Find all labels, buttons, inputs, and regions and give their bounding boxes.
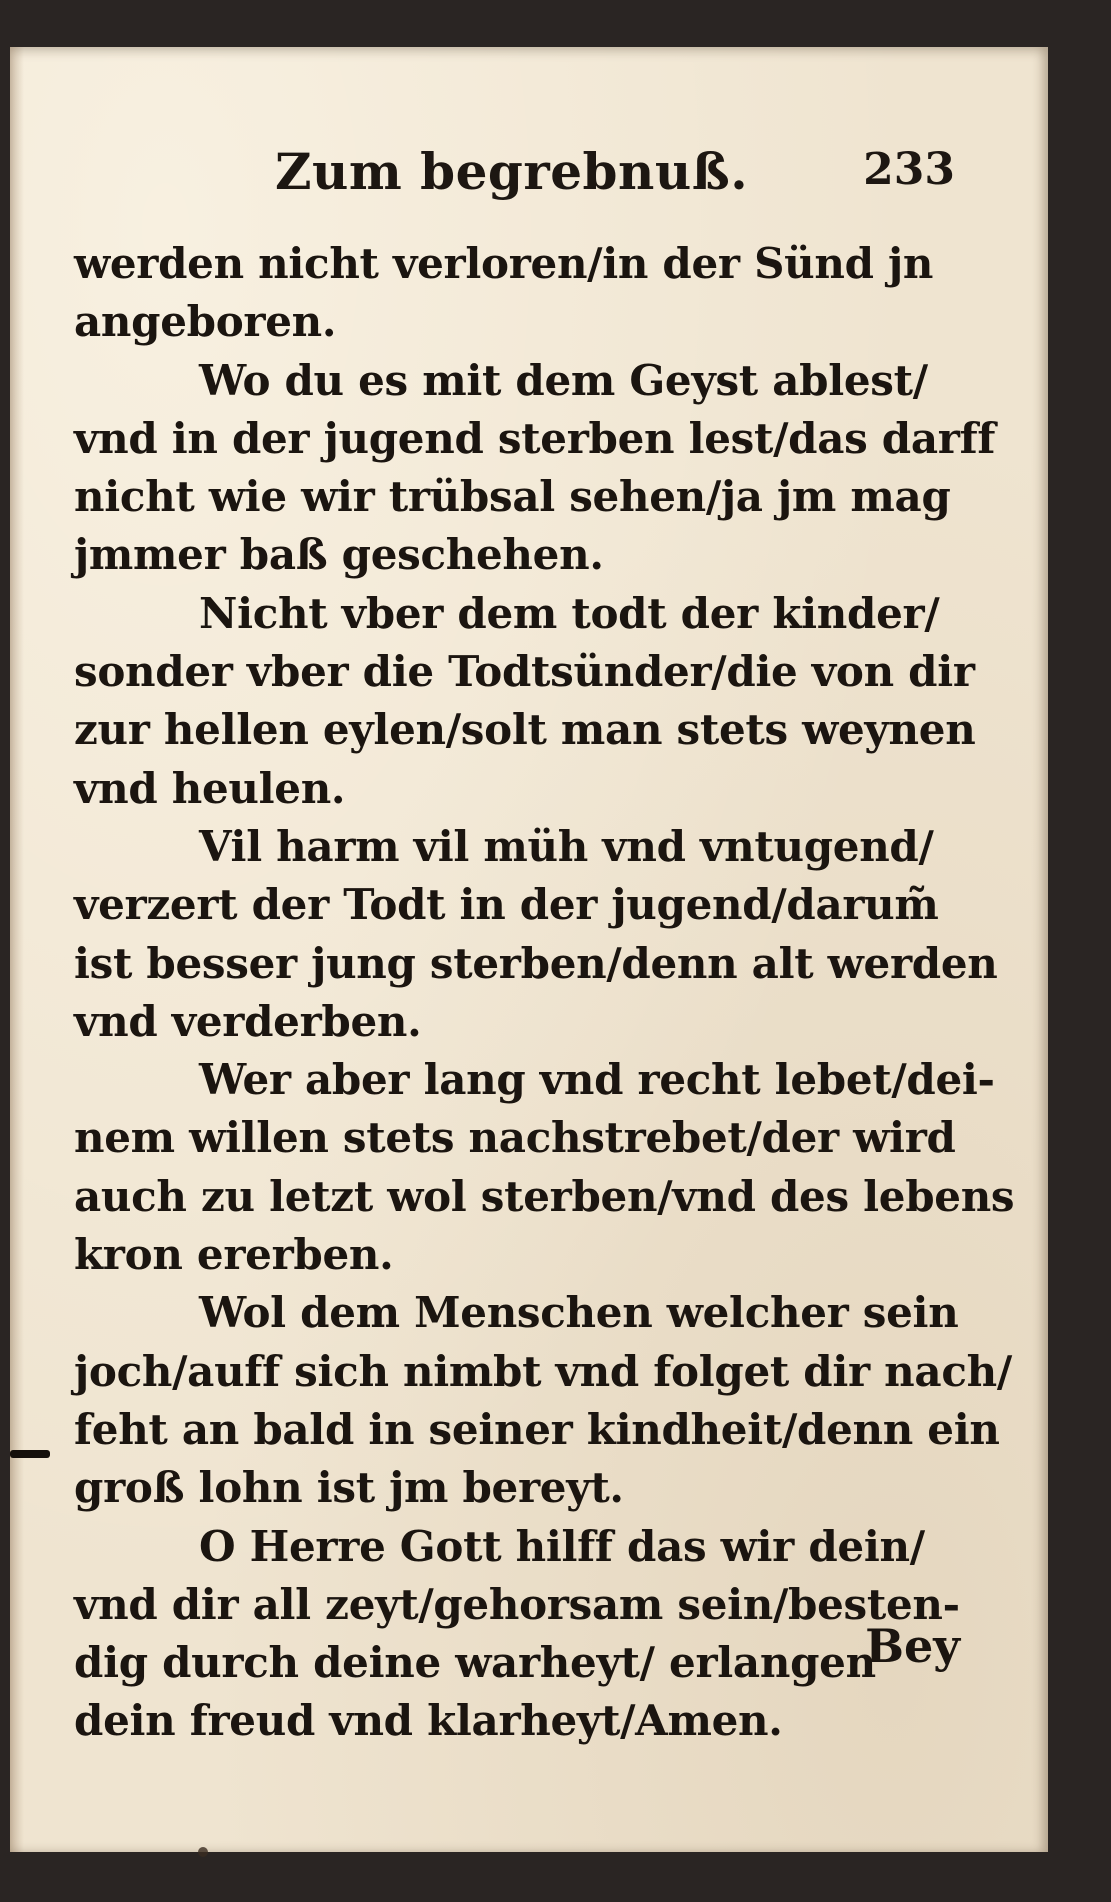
ink-speck	[198, 1847, 208, 1857]
book-page	[10, 47, 1048, 1852]
text-line: nicht wie wir trübsal sehen/ja jm mag	[74, 472, 951, 522]
text-line: zur hellen eylen/solt man stets weynen	[74, 705, 976, 755]
page-header	[275, 132, 955, 212]
text-line: feht an bald in seiner kindheit/denn ein	[74, 1404, 1000, 1454]
text-line: werden nicht verloren/in der Sünd jn	[74, 239, 934, 288]
text-line: auch zu letzt wol sterben/vnd des lebens	[74, 1171, 1015, 1221]
page-number: 233	[863, 144, 955, 195]
running-title: Zum begrebnuß.	[275, 142, 749, 201]
text-line: dig durch deine warheyt/ erlangen	[74, 1638, 876, 1688]
text-line: vnd verderben.	[74, 996, 422, 1046]
text-line: angeboren.	[74, 297, 337, 347]
text-line: verzert der Todt in der jugend/darum̃	[74, 880, 939, 930]
text-line: nem willen stets nachstrebet/der wird	[74, 1113, 956, 1163]
text-line: O Herre Gott hilff das wir dein/	[199, 1521, 925, 1571]
text-line: groß lohn ist jm bereyt.	[74, 1463, 624, 1513]
text-line: Wer aber lang vnd recht lebet/dei-	[199, 1055, 995, 1105]
text-line: ist besser jung sterben/denn alt werden	[74, 938, 998, 988]
margin-ink-mark	[10, 1450, 50, 1458]
text-line: joch/auff sich nimbt vnd folget dir nach/	[74, 1346, 1012, 1396]
text-line: Wo du es mit dem Geyst ablest/	[199, 355, 928, 405]
body-text	[74, 235, 1015, 1751]
text-line: Nicht vber dem todt der kinder/	[199, 588, 940, 638]
text-line: Vil harm vil müh vnd vntugend/	[199, 821, 934, 871]
catchword: Bey	[865, 1619, 960, 1673]
text-line: vnd dir all zeyt/gehorsam sein/besten-	[74, 1579, 960, 1629]
text-line: jmmer baß geschehen.	[74, 530, 604, 580]
page-gutter-shadow	[10, 47, 24, 1852]
text-line: Wol dem Menschen welcher sein	[199, 1288, 959, 1338]
text-line: kron ererben.	[74, 1230, 394, 1280]
text-line: vnd in der jugend sterben lest/das darff	[74, 413, 996, 463]
text-line: dein freud vnd klarheyt/Amen.	[74, 1696, 783, 1746]
text-line: vnd heulen.	[74, 763, 346, 813]
text-line: sonder vber die Todtsünder/die von dir	[74, 647, 975, 697]
